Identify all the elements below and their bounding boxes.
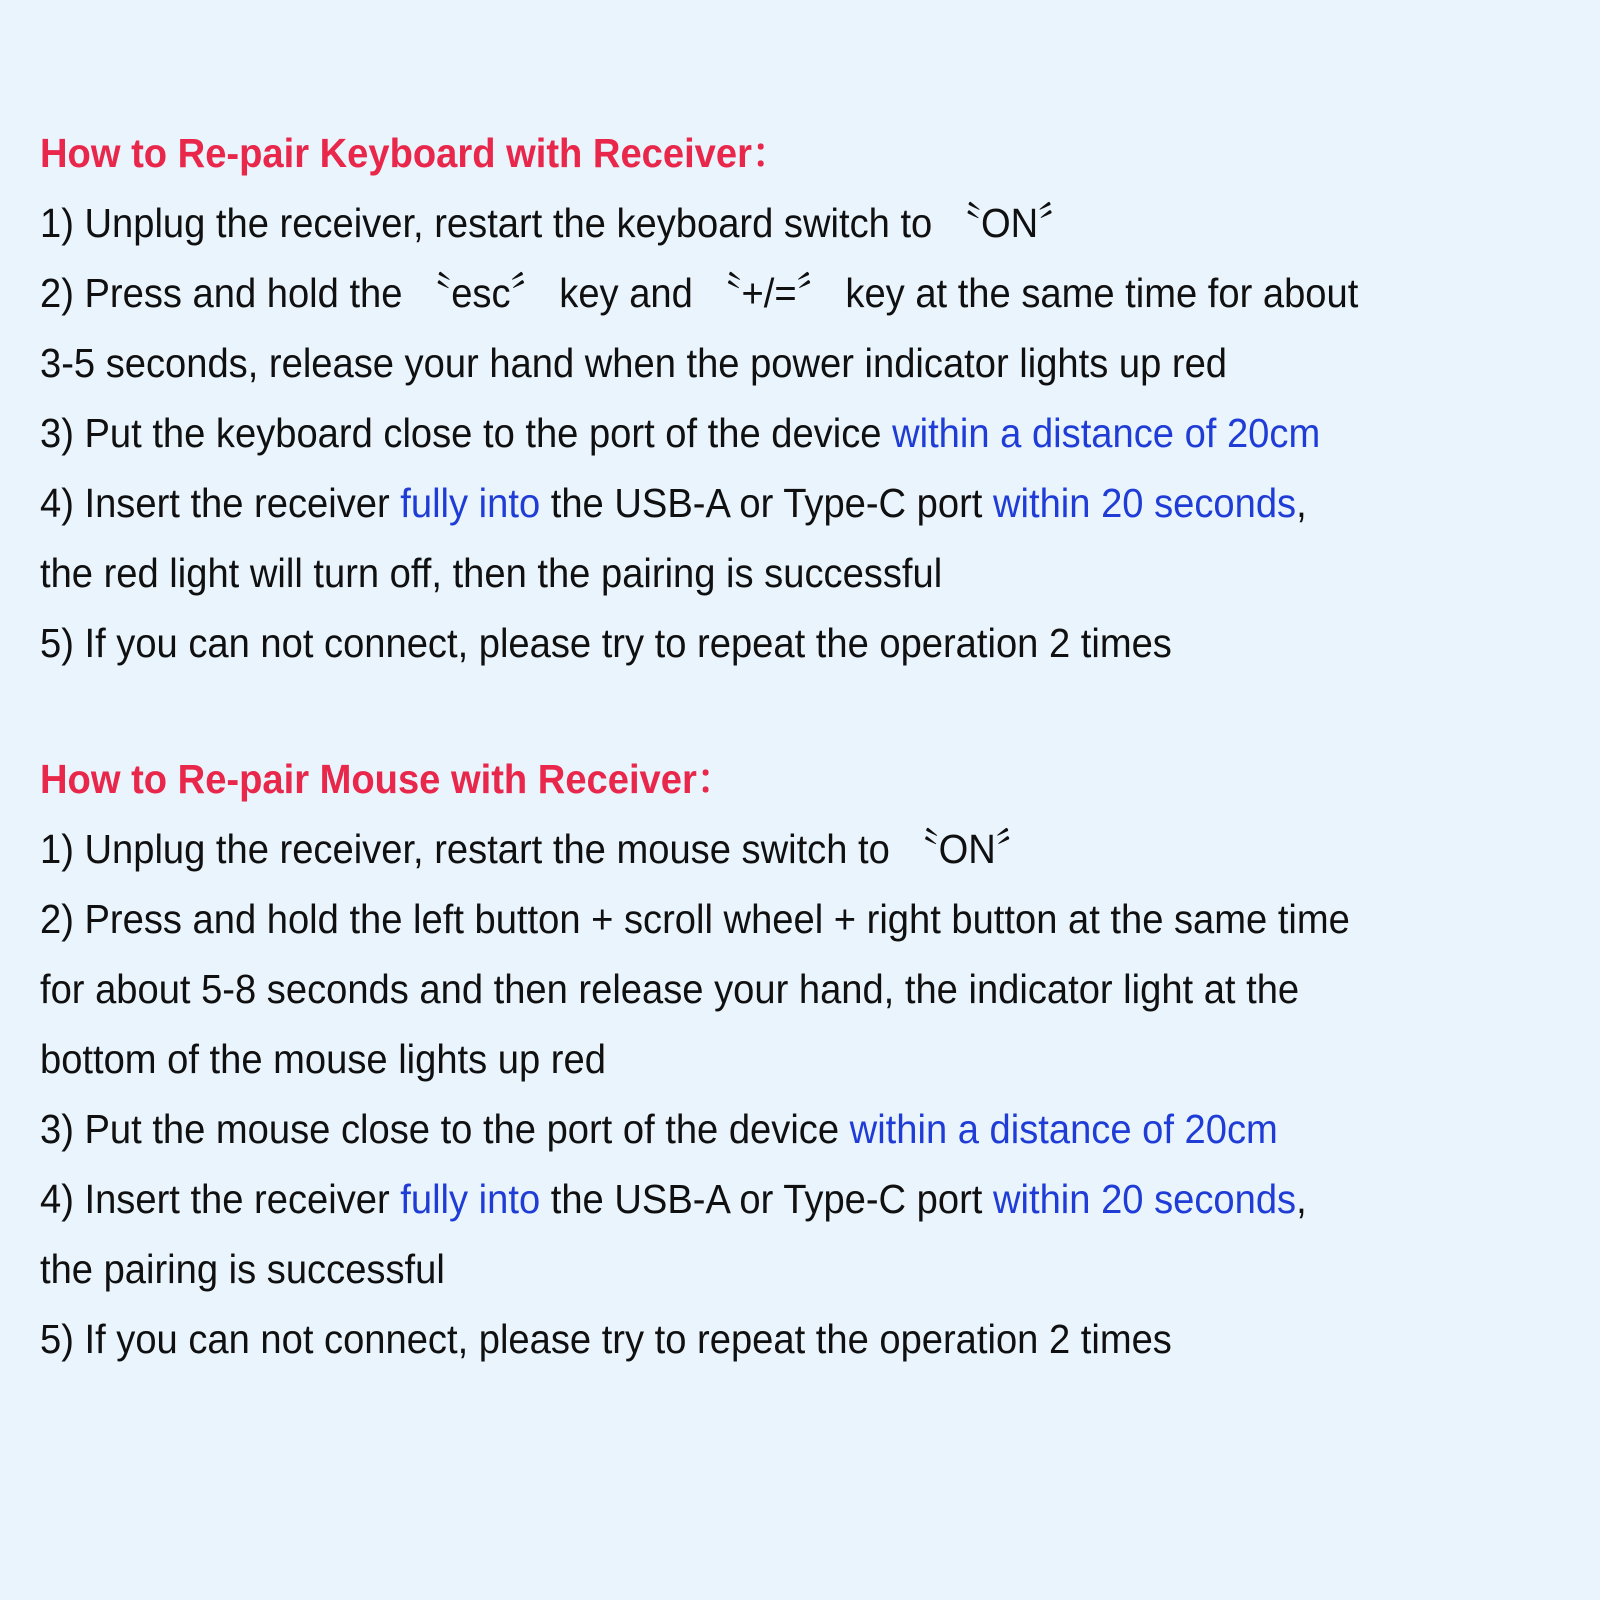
instruction-line-kb-3 [40,398,1454,468]
text-run: the USB-A or Type-C port [540,480,993,526]
instruction-line-kb-1 [40,188,1454,258]
sections-container [40,118,1560,1374]
text-run: , [1296,1176,1307,1222]
section-mouse [40,744,1560,1374]
text-run: within 20 seconds [992,1176,1297,1222]
instruction-line-kb-4 [40,468,1454,538]
instruction-line-ms-4 [40,1164,1454,1234]
instruction-line-kb-2b [40,328,1454,398]
text-run: within a distance of 20cm [892,410,1321,456]
instruction-line-kb-4b [40,538,1454,608]
instruction-line-ms-3 [40,1094,1454,1164]
text-run: 〝esc〞 [413,270,549,316]
text-run: fully into [400,480,541,526]
text-run: 1) Unplug the receiver, restart the keyboard switch to [40,200,943,246]
text-run: 3) Put the keyboard close to the port of the device [40,410,893,456]
text-run: 1) Unplug the receiver, restart the mouse switch to [40,826,901,872]
instruction-line-ms-1 [40,814,1454,884]
text-run: the USB-A or Type-C port [540,1176,993,1222]
text-run: bottom of the mouse lights up red [40,1036,606,1082]
text-run: 〝ON〞 [900,826,1034,872]
instruction-line-kb-2 [40,258,1454,328]
text-run: the pairing is successful [40,1246,445,1292]
text-run: key at the same time for about [834,270,1359,316]
text-run: 3) Put the mouse close to the port of the device [40,1106,850,1152]
text-run: , [1296,480,1307,526]
section-keyboard [40,118,1560,678]
instruction-line-ms-5 [40,1304,1454,1374]
text-run: 4) Insert the receiver [40,480,401,526]
instruction-line-ms-2 [40,884,1454,954]
text-run: key and [548,270,704,316]
instruction-line-ms-2c [40,1024,1454,1094]
text-run: fully into [400,1176,541,1222]
text-run: within 20 seconds [992,480,1297,526]
text-run: 〝ON〞 [942,200,1077,246]
text-run: within a distance of 20cm [849,1106,1278,1152]
section-heading-mouse: How to Re-pair Mouse with Receiver： [40,756,735,802]
text-run: 4) Insert the receiver [40,1176,401,1222]
instruction-line-ms-4b [40,1234,1454,1304]
text-run: 3-5 seconds, release your hand when the power indicator lights up red [40,340,1227,386]
instruction-line-kb-5 [40,608,1454,678]
text-run: 2) Press and hold the left button + scroll wheel + right button at the same time [40,896,1350,942]
text-run: for about 5-8 seconds and then release your hand, the indicator light at the [40,966,1300,1012]
text-run: 2) Press and hold the [40,270,414,316]
text-run: the red light will turn off, then the pairing is successful [40,550,943,596]
section-heading-keyboard: How to Re-pair Keyboard with Receiver： [40,130,791,176]
text-run: 〝+/=〞 [703,270,835,316]
text-run: 5) If you can not connect, please try to repeat the operation 2 times [40,1316,1172,1362]
text-run: 5) If you can not connect, please try to repeat the operation 2 times [40,620,1172,666]
instruction-line-ms-2b [40,954,1454,1024]
